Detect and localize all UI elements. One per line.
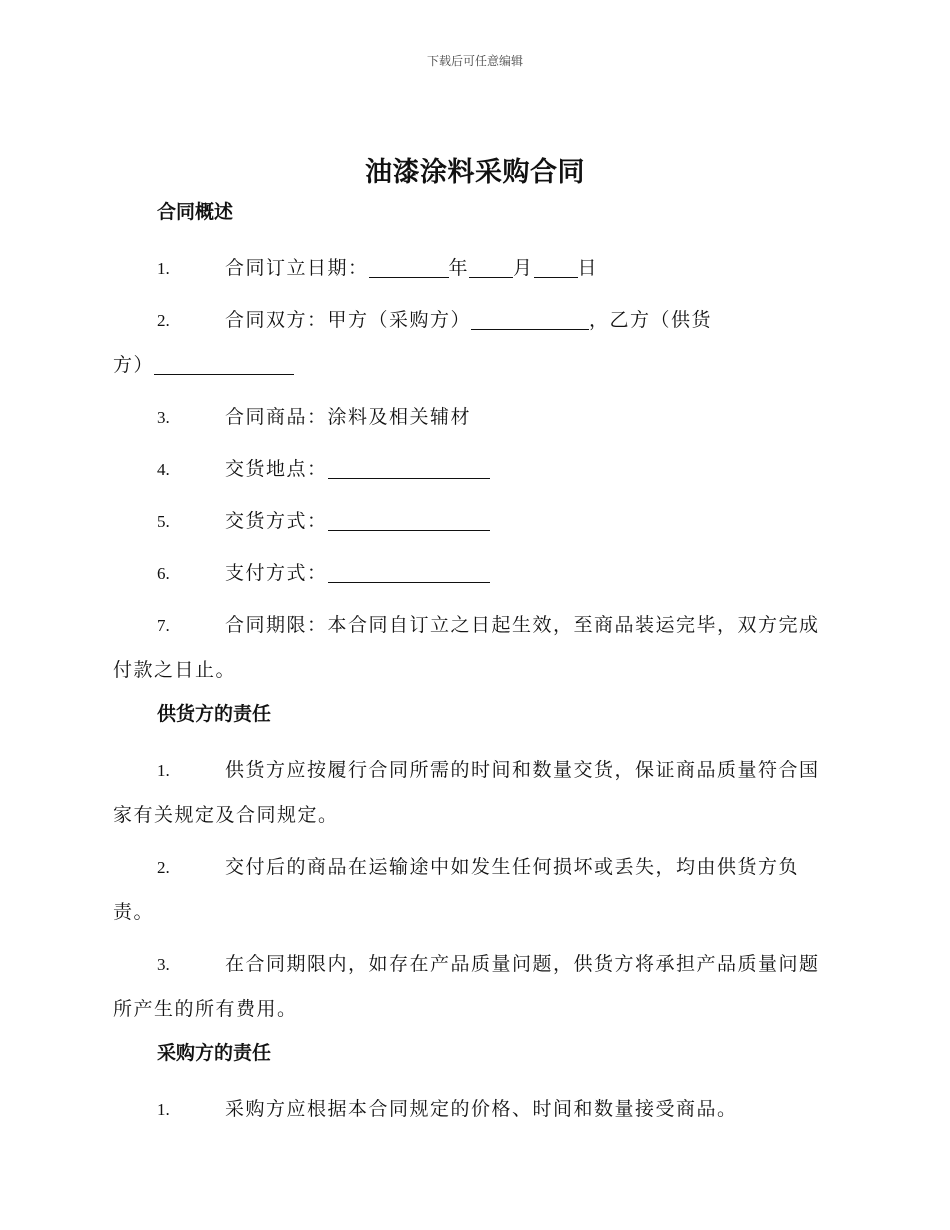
list-item: [113, 1087, 833, 1131]
blank-payment-method[interactable]: [328, 562, 490, 583]
item-text: 年: [448, 257, 470, 279]
item-number: 5.: [157, 512, 170, 531]
list-item: [113, 551, 833, 595]
item-text: 合同订立日期：: [225, 257, 369, 279]
item-number: 1.: [157, 259, 170, 278]
item-text: 月: [513, 257, 534, 279]
list-item: [113, 447, 833, 491]
item-text: 供货方应按履行合同所需的时间和数量交货，保证商品质量符合国家有关规定及合同规定。: [113, 759, 820, 826]
item-text: 合同双方：甲方（采购方）: [225, 309, 472, 331]
blank-delivery-place[interactable]: [328, 458, 490, 479]
item-number: 7.: [157, 616, 170, 635]
list-item: [113, 603, 833, 692]
item-number: 3.: [157, 955, 170, 974]
blank-year[interactable]: [369, 257, 449, 278]
section-heading-supplier: 供货方的责任: [157, 703, 272, 725]
item-text: 合同期限：本合同自订立之日起生效，至商品装运完毕，双方完成付款之日止。: [113, 614, 820, 681]
item-text: 日: [577, 257, 599, 279]
item-text: 交货方式：: [225, 510, 328, 532]
blank-party-a[interactable]: [471, 309, 589, 330]
item-number: 2.: [157, 858, 170, 877]
document-body: [113, 190, 833, 1139]
section-heading-overview: 合同概述: [157, 201, 234, 223]
item-text: ，乙方（供货: [589, 309, 713, 331]
item-text: 采购方应根据本合同规定的价格、时间和数量接受商品。: [225, 1098, 738, 1120]
blank-month[interactable]: [469, 257, 513, 278]
item-number: 4.: [157, 460, 170, 479]
item-text: 交货地点：: [225, 458, 328, 480]
list-item: [113, 748, 833, 837]
blank-day[interactable]: [534, 257, 578, 278]
item-text: 支付方式：: [225, 562, 328, 584]
item-number: 1.: [157, 1100, 170, 1119]
item-number: 6.: [157, 564, 170, 583]
list-item: [113, 499, 833, 543]
item-text: 合同商品：涂料及相关辅材: [225, 406, 472, 428]
list-item: [113, 395, 833, 439]
page-header-note: 下载后可任意编辑: [426, 54, 523, 68]
list-item: [113, 942, 833, 1031]
item-text: 交付后的商品在运输途中如发生任何损坏或丢失，均由供货方负责。: [113, 856, 800, 923]
section-heading-purchaser: 采购方的责任: [157, 1042, 272, 1064]
blank-delivery-method[interactable]: [328, 510, 490, 531]
item-number: 1.: [157, 761, 170, 780]
item-number: 3.: [157, 408, 170, 427]
item-text: 在合同期限内，如存在产品质量问题，供货方将承担产品质量问题所产生的所有费用。: [113, 953, 820, 1020]
document-title: 油漆涂料采购合同: [365, 157, 585, 188]
blank-party-b[interactable]: [154, 354, 294, 375]
item-number: 2.: [157, 311, 170, 330]
list-item: [113, 845, 833, 934]
list-item: [113, 298, 833, 387]
list-item: [113, 246, 833, 290]
item-text: 方）: [113, 354, 155, 376]
